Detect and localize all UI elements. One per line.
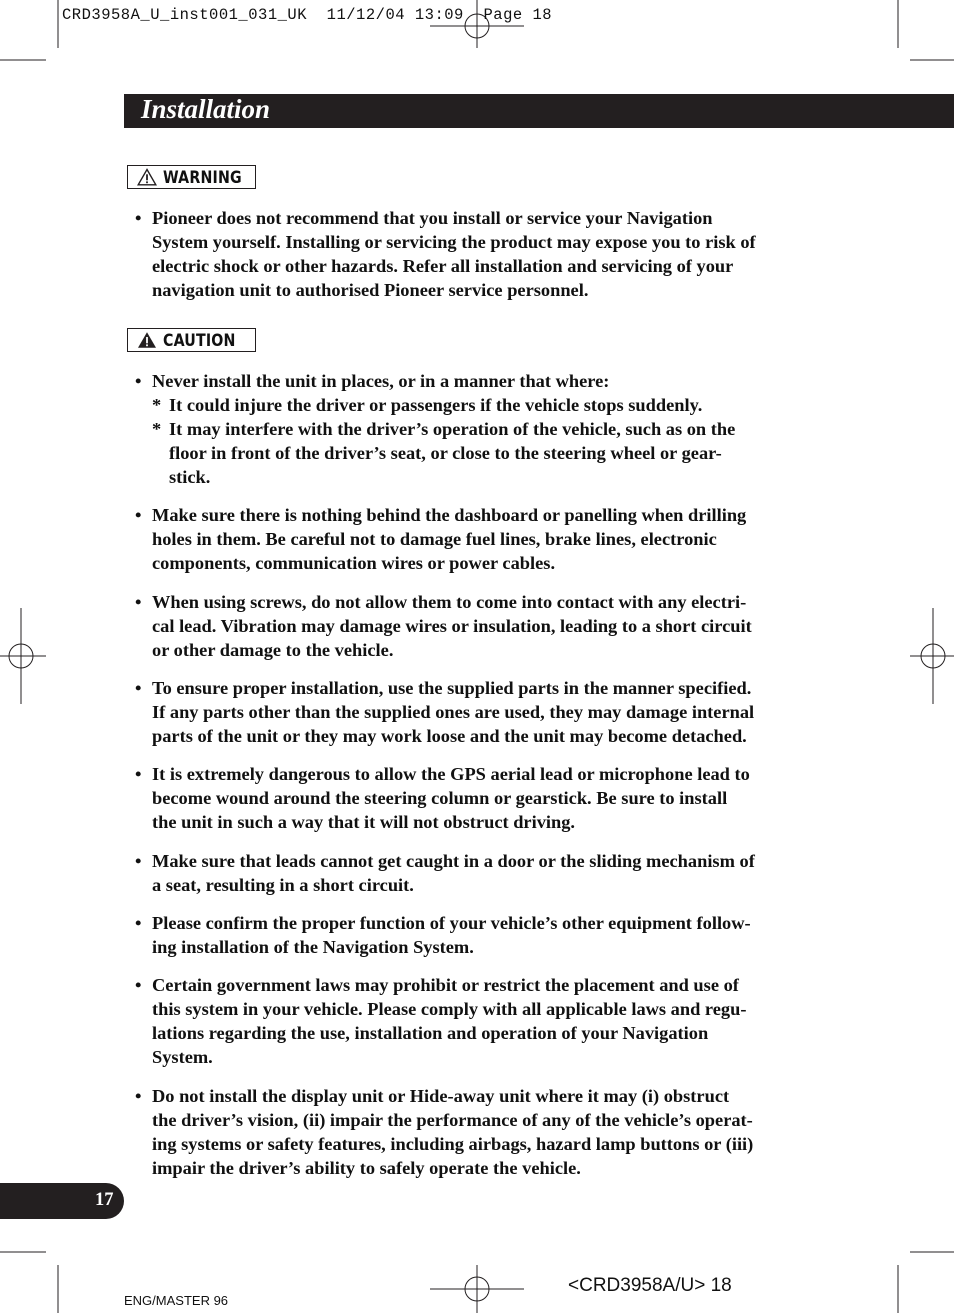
registration-mark-icon	[910, 608, 954, 704]
warning-paragraph	[134, 206, 824, 302]
text-line: or other damage to the vehicle.	[152, 640, 394, 660]
caution-item	[134, 503, 824, 575]
text-line: It is extremely dangerous to allow the GPS aerial lead or microphone lead to	[152, 764, 750, 784]
page-number: 17	[95, 1190, 114, 1210]
bullet-glyph: •	[135, 1086, 142, 1106]
text-line: System yourself. Installing or servicing the product may expose you to risk of	[152, 232, 756, 252]
registration-mark-icon	[430, 1265, 524, 1313]
caution-item	[134, 849, 824, 897]
registration-mark-icon	[0, 608, 46, 704]
list-item	[134, 849, 824, 873]
list-item	[134, 590, 824, 614]
text-line: It may interfere with the driver’s operation of the vehicle, such as on the	[169, 419, 736, 439]
section-title: Installation	[141, 94, 271, 124]
caution-item	[134, 973, 824, 1069]
caution-item	[134, 590, 824, 662]
text-line: Certain government laws may prohibit or restrict the placement and use of	[152, 975, 739, 995]
footer-master-label: ENG/MASTER 96	[124, 1293, 229, 1308]
text-line: stick.	[169, 467, 211, 487]
text-line: ing systems or safety features, including airbags, hazard lamp buttons or (iii)	[152, 1134, 754, 1154]
bullet-glyph: •	[135, 851, 142, 871]
caution-label: CAUTION	[163, 330, 236, 350]
text-line: Make sure there is nothing behind the dashboard or panelling when drilling	[152, 505, 747, 525]
text-line: cal lead. Vibration may damage wires or insulation, leading to a short circuit	[152, 616, 752, 636]
bullet-glyph: •	[135, 764, 142, 784]
bullet-glyph: •	[135, 913, 142, 933]
asterisk-glyph: *	[152, 395, 162, 415]
text-line: It could injure the driver or passengers if the vehicle stops suddenly.	[169, 395, 703, 415]
text-line: the unit in such a way that it will not obstruct driving.	[152, 812, 576, 832]
warning-label: WARNING	[163, 167, 242, 187]
caution-item	[134, 911, 824, 959]
text-line: Please confirm the proper function of your vehicle’s other equipment follow-	[152, 913, 751, 933]
text-line: parts of the unit or they may work loose and the unit may become detached.	[152, 726, 747, 746]
text-line: If any parts other than the supplied ones are used, they may damage internal	[152, 702, 755, 722]
caution-label-box	[127, 328, 256, 352]
list-item	[134, 1084, 824, 1108]
text-line: ing installation of the Navigation System.	[152, 937, 474, 957]
bullet-glyph: •	[135, 592, 142, 612]
text-line: the driver’s vision, (ii) impair the performance of any of the vehicle’s operat-	[152, 1110, 753, 1130]
print-slug-line: CRD3958A_U_inst001_031_UK 11/12/04 13:09 Page 18	[62, 6, 553, 24]
text-line: Pioneer does not recommend that you install or service your Navigation	[152, 208, 713, 228]
bullet-glyph: •	[135, 678, 142, 698]
bullet-glyph: •	[135, 505, 142, 525]
warning-triangle-icon	[137, 168, 157, 186]
text-line: become wound around the steering column or gearstick. Be sure to install	[152, 788, 728, 808]
sub-item	[134, 417, 824, 441]
caution-triangle-icon	[137, 331, 157, 349]
text-line: a seat, resulting in a short circuit.	[152, 875, 414, 895]
list-item	[134, 676, 824, 700]
bullet-glyph: •	[135, 371, 142, 391]
text-line: Never install the unit in places, or in a manner that where:	[152, 371, 610, 391]
list-item	[134, 762, 824, 786]
text-line: To ensure proper installation, use the supplied parts in the manner specified.	[152, 678, 752, 698]
caution-item	[134, 1084, 824, 1180]
sub-item	[134, 393, 824, 417]
text-line: impair the driver’s ability to safely operate the vehicle.	[152, 1158, 581, 1178]
caution-item-never-install	[134, 369, 824, 489]
text-line: Do not install the display unit or Hide-away unit where it may (i) obstruct	[152, 1086, 730, 1106]
list-item	[134, 911, 824, 935]
text-line: this system in your vehicle. Please comply with all applicable laws and regu-	[152, 999, 747, 1019]
warning-label-box	[127, 165, 256, 189]
list-item	[134, 369, 824, 393]
list-item	[134, 206, 824, 230]
text-line: navigation unit to authorised Pioneer service personnel.	[152, 280, 589, 300]
text-line: System.	[152, 1047, 213, 1067]
bullet-glyph: •	[135, 975, 142, 995]
list-item	[134, 973, 824, 997]
text-line: floor in front of the driver’s seat, or close to the steering wheel or gear-	[169, 443, 722, 463]
text-line: electric shock or other hazards. Refer all installation and servicing of your	[152, 256, 734, 276]
text-line: Make sure that leads cannot get caught in a door or the sliding mechanism of	[152, 851, 755, 871]
asterisk-glyph: *	[152, 419, 162, 439]
caution-item	[134, 762, 824, 834]
text-line: When using screws, do not allow them to come into contact with any electri-	[152, 592, 747, 612]
text-line: components, communication wires or power cables.	[152, 553, 556, 573]
caution-item	[134, 676, 824, 748]
list-item	[134, 503, 824, 527]
text-line: holes in them. Be careful not to damage fuel lines, brake lines, electronic	[152, 529, 717, 549]
bullet-glyph: •	[135, 208, 142, 228]
text-line: lations regarding the use, installation and operation of your Navigation	[152, 1023, 709, 1043]
footer-model-page: <CRD3958A/U> 18	[568, 1275, 732, 1296]
